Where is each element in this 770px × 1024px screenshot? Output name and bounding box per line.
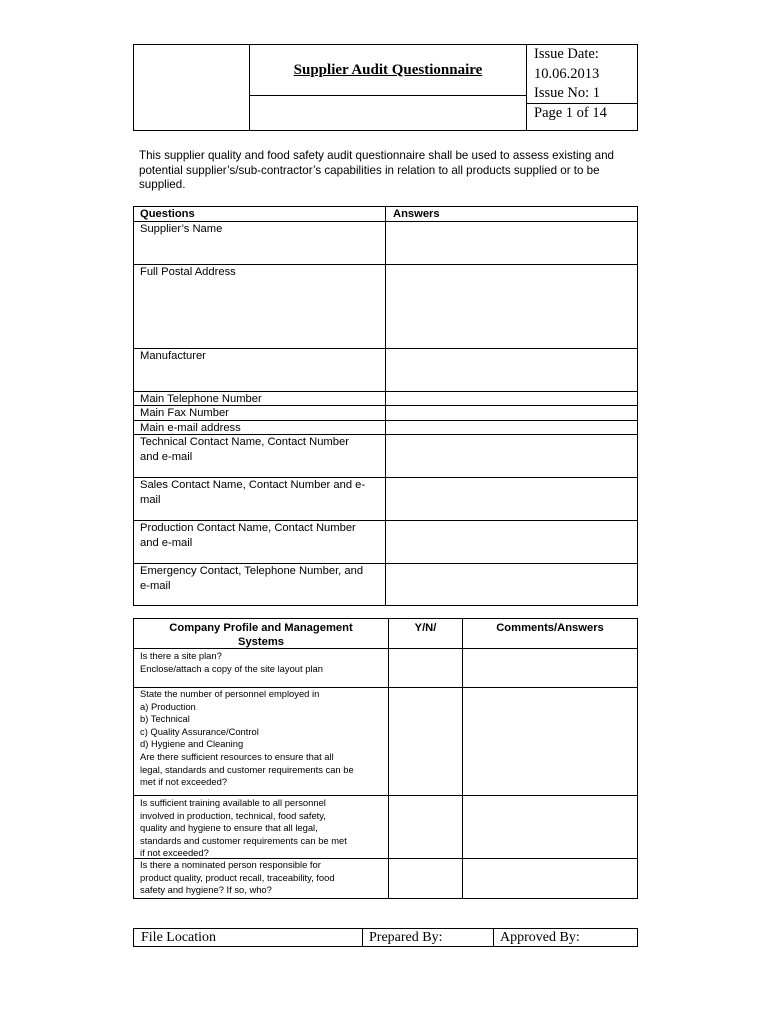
column-divider xyxy=(362,929,363,946)
blank-cell xyxy=(250,96,527,130)
text-line: c) Quality Assurance/Control xyxy=(140,725,259,737)
question-email: Main e-mail address xyxy=(140,422,241,434)
company-profile-table xyxy=(133,618,638,899)
title-cell xyxy=(250,45,527,96)
text-line: quality and hygiene to ensure that all legal, xyxy=(140,822,318,834)
divider xyxy=(527,103,638,104)
question-nominated-person xyxy=(140,859,386,897)
question-telephone: Main Telephone Number xyxy=(140,393,262,405)
company-profile-header: Company Profile and Management Systems xyxy=(169,622,353,648)
question-sales-contact xyxy=(140,478,365,507)
text-line: Is there a site plan? xyxy=(140,650,222,661)
prepared-by: Prepared By: xyxy=(369,930,443,945)
text-line: legal, standards and customer requirements can be xyxy=(140,763,354,775)
question-emergency-contact xyxy=(140,564,363,593)
column-divider xyxy=(462,619,463,898)
document-footer xyxy=(133,928,638,947)
file-location: File Location xyxy=(141,930,217,945)
text-line: and e-mail xyxy=(140,450,193,463)
issue-date-label: Issue Date: xyxy=(534,46,599,62)
text-line: e-mail xyxy=(140,579,171,592)
text-line: if not exceeded? xyxy=(140,847,209,859)
question-training xyxy=(140,797,386,860)
row-divider xyxy=(134,348,637,349)
text-line: met if not exceeded? xyxy=(140,776,228,788)
question-production-contact xyxy=(140,521,356,550)
question-suppliers-name: Supplier’s Name xyxy=(140,223,223,235)
supplier-details-table xyxy=(133,206,638,606)
column-divider xyxy=(388,619,389,898)
text-line: involved in production, technical, food safety, xyxy=(140,809,326,821)
comments-header: Comments/Answers xyxy=(496,622,604,634)
question-postal-address: Full Postal Address xyxy=(140,266,236,278)
text-line: safety and hygiene? If so, who? xyxy=(140,884,272,896)
issue-info xyxy=(534,45,607,123)
yn-header: Y/N/ xyxy=(414,622,437,634)
page-number: Page 1 of 14 xyxy=(534,104,607,121)
row-divider xyxy=(134,795,637,796)
text-line: standards and customer requirements can be met xyxy=(140,834,347,846)
text-line: Emergency Contact, Telephone Number, and xyxy=(140,565,364,577)
text-line: and e-mail xyxy=(140,536,193,549)
question-site-plan xyxy=(140,650,386,675)
document-title: Supplier Audit Questionnaire xyxy=(293,62,483,78)
column-divider xyxy=(385,207,386,605)
question-manufacturer: Manufacturer xyxy=(140,350,206,362)
text-line: b) Technical xyxy=(140,713,190,725)
intro-paragraph: This supplier quality and food safety audit questionnaire shall be used to assess existing and potential supplier’s/sub-contractor’s capabilities in relation to all products supplied or to be supplied. xyxy=(139,149,614,192)
issue-number: Issue No: 1 xyxy=(534,85,601,101)
text-line: Sales Contact Name, Contact Number and e- xyxy=(140,479,366,491)
text-line: Is sufficient training available to all personnel xyxy=(140,797,326,808)
text-line: mail xyxy=(140,493,161,506)
question-personnel xyxy=(140,688,386,789)
text-line: d) Hygiene and Cleaning xyxy=(140,738,244,750)
text-line: Production Contact Name, Contact Number xyxy=(140,522,356,534)
document-header xyxy=(133,44,638,131)
text-line: Enclose/attach a copy of the site layout plan xyxy=(140,662,323,674)
question-technical-contact xyxy=(140,435,349,464)
text-line: State the number of personnel employed in xyxy=(140,688,320,699)
questions-header: Questions xyxy=(140,208,195,220)
approved-by: Approved By: xyxy=(500,930,580,945)
text-line: product quality, product recall, traceability, food xyxy=(140,871,335,883)
question-fax: Main Fax Number xyxy=(140,407,229,419)
logo-cell xyxy=(134,45,250,130)
text-line: a) Production xyxy=(140,700,196,712)
text-line: Are there sufficient resources to ensure that all xyxy=(140,750,334,762)
text-line: Is there a nominated person responsible for xyxy=(140,859,321,870)
issue-date: 10.06.2013 xyxy=(534,65,600,82)
answers-header: Answers xyxy=(393,208,440,220)
text-line: Technical Contact Name, Contact Number xyxy=(140,436,349,448)
column-divider xyxy=(493,929,494,946)
